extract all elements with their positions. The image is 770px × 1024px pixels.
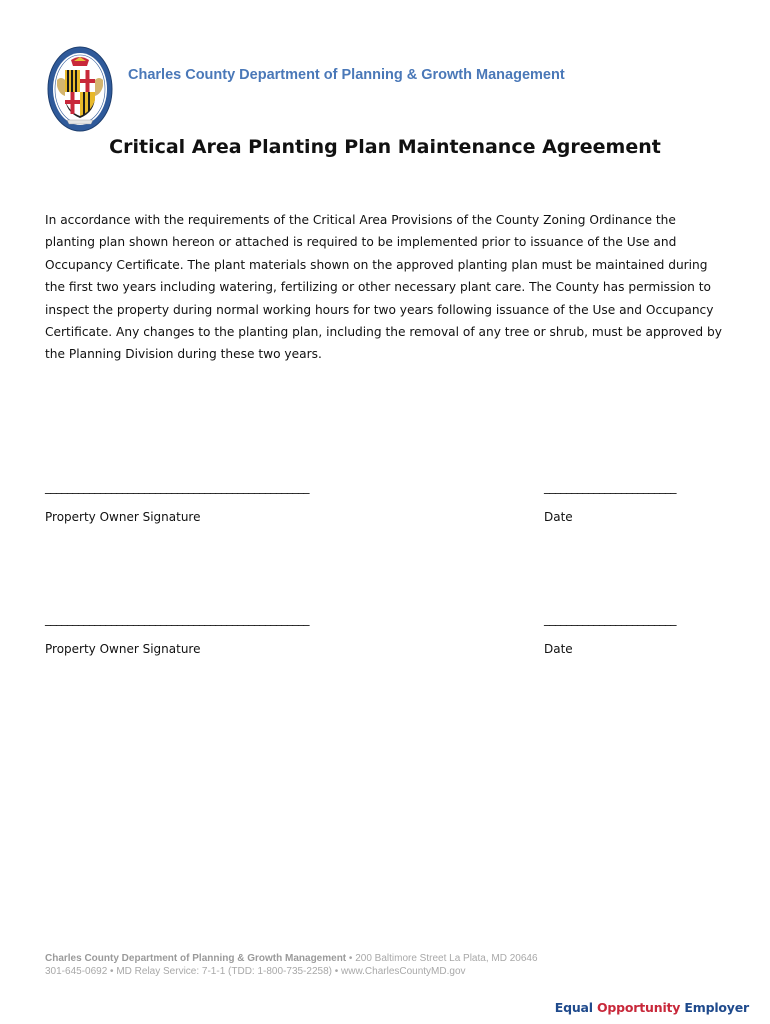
county-seal-logo (47, 46, 113, 132)
footer-contact: 301-645-0692 • MD Relay Service: 7-1-1 (TDD: 1-800-735-2258) • www.CharlesCountyMD.gov (45, 966, 466, 977)
owner-signature-line[interactable]: ________________________________________________ (45, 480, 309, 494)
date-line[interactable]: ________________________ (544, 612, 676, 626)
owner-signature-line[interactable]: ________________________________________________ (45, 612, 309, 626)
document-title: Critical Area Planting Plan Maintenance Agreement (109, 136, 661, 158)
eoe-word-opportunity: Opportunity (597, 1000, 681, 1015)
eoe-word-employer: Employer (684, 1000, 749, 1015)
owner-signature-label: Property Owner Signature (45, 510, 201, 524)
owner-signature-label: Property Owner Signature (45, 642, 201, 656)
date-label: Date (544, 642, 573, 656)
eoe-word-equal: Equal (554, 1000, 593, 1015)
footer-address: • 200 Baltimore Street La Plata, MD 20646 (346, 953, 538, 964)
footer-line-1 (45, 952, 538, 965)
footer (45, 952, 538, 978)
equal-opportunity-employer-logo (555, 1000, 749, 1015)
date-line[interactable]: ________________________ (544, 480, 676, 494)
department-header: Charles County Department of Planning & Growth Management (128, 67, 565, 83)
agreement-paragraph: In accordance with the requirements of the Critical Area Provisions of the County Zoning Ordinance the planting plan shown hereon or attached is required to be implemented prior to issuance of the Use and Occupancy Certificate. The plant materials shown on the approved planting plan must be maintained during the first two years including watering, fertilizing or other necessary plant care. The County has permission to inspect the property during normal working hours for two years following issuance of the Use and Occupancy Certificate. Any changes to the planting plan, including the removal of any tree or shrub, must be approved by the Planning Division during these two years. (45, 213, 722, 362)
date-label: Date (544, 510, 573, 524)
footer-department: Charles County Department of Planning & Growth Management (45, 953, 347, 964)
